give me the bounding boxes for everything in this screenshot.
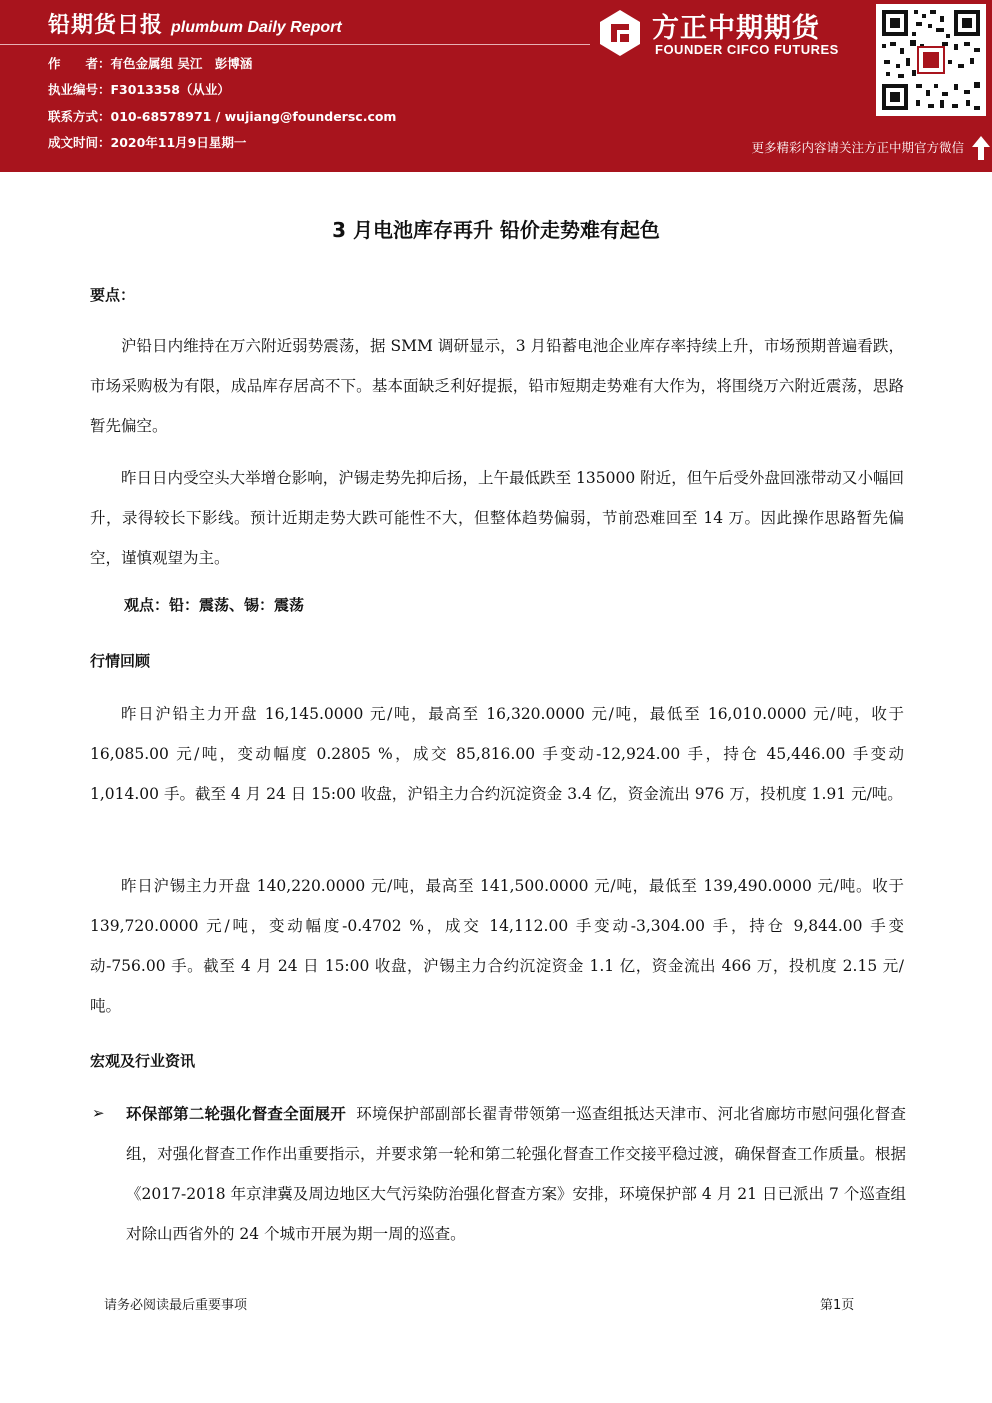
follow-wechat-text: 更多精彩内容请关注方正中期官方微信 <box>751 140 964 155</box>
news-item-body: 环境保护部副部长翟青带领第一巡查组抵达天津市、河北省廊坊市慰问强化督查组，对强化督查工作作出重要指示，并要求第一轮和第二轮强化督查工作交接平稳过渡，确保督查工作质量。根据《2017-2018 年京津冀及周边地区大气污染防治强化督查方案》安排，环境保护部 4 月 21 日已派出 7 个巡查组对除山西省外的 24 个城市开展为期一周的巡查。 <box>126 1105 906 1243</box>
paragraph-lead-market: 昨日沪铅主力开盘 16,145.0000 元/吨，最高至 16,320.0000 元/吨，最低至 16,010.0000 元/吨，收于 16,085.00 元/吨，变动幅度 0.2805 %，成交 85,816.00 手变动-12,924.00 手，持仓 45,446.00 手变动 1,014.00 手。截至 4 月 24 日 15:00 收盘，沪铅主力合约沉淀资金 3.4 亿，资金流出 976 万，投机度 1.91 元/吨。 <box>90 705 904 803</box>
footer-notice: 请务必阅读最后重要事项 <box>104 1298 248 1313</box>
view-summary: 观点：铅：震荡、锡：震荡 <box>124 596 305 614</box>
license-line: 执业编号：F3013358（从业） <box>48 82 230 97</box>
paragraph-tin-market: 昨日沪锡主力开盘 140,220.0000 元/吨，最高至 141,500.0000 元/吨，最低至 139,490.0000 元/吨。收于 139,720.0000 元/吨，变动幅度-0.4702 %，成交 14,112.00 手变动-3,304.00 手，持仓 9,844.00 手变动-756.00 手。截至 4 月 24 日 15:00 收盘，沪锡主力合约沉淀资金 1.1 亿，资金流出 466 万，投机度 2.15 元/吨。 <box>90 877 904 1015</box>
report-title-en: plumbum Daily Report <box>171 19 342 36</box>
report-title <box>48 8 342 39</box>
section-key-points: 要点： <box>90 286 136 304</box>
paragraph-lead-outlook: 沪铅日内维持在万六附近弱势震荡，据 SMM 调研显示，3 月铅蓄电池企业库存率持续上升，市场预期普遍看跌，市场采购极为有限，成品库存居高不下。基本面缺乏利好提振，铅市短期走势难有大作为，将围绕万六附近震荡，思路暂先偏空。 <box>90 337 904 435</box>
news-item <box>126 1094 906 1254</box>
author-line: 作 者：有色金属组 吴江 彭博涵 <box>48 56 253 71</box>
logo-text-en: FOUNDER CIFCO FUTURES <box>655 42 839 57</box>
footer-page-number: 第1页 <box>820 1298 855 1313</box>
section-macro-news: 宏观及行业资讯 <box>90 1052 196 1070</box>
document-title: 3 月电池库存再升 铅价走势难有起色 <box>332 218 660 242</box>
arrow-up-icon <box>972 136 990 160</box>
company-logo <box>598 4 868 64</box>
report-header <box>0 0 992 172</box>
paragraph-tin-outlook: 昨日日内受空头大举增仓影响，沪锡走势先抑后扬，上午最低跌至 135000 附近，但午后受外盘回涨带动又小幅回升，录得较长下影线。预计近期走势大跌可能性不大，但整体趋势偏弱，节前恐难回至 14 万。因此操作思路暂先偏空，谨慎观望为主。 <box>90 469 904 567</box>
header-divider <box>0 44 590 45</box>
logo-mark-icon <box>600 10 640 56</box>
news-item-headline: 环保部第二轮强化督查全面展开 <box>126 1105 346 1123</box>
section-market-review: 行情回顾 <box>90 652 151 670</box>
report-title-cn: 铅期货日报 <box>48 13 164 38</box>
date-line: 成文时间：2020年11月9日星期一 <box>48 135 247 150</box>
wechat-qr-code <box>876 4 986 116</box>
logo-text-cn: 方正中期期货 <box>652 13 820 44</box>
bullet-arrow-icon: ➢ <box>92 1104 105 1122</box>
contact-line: 联系方式：010-68578971 / wujiang@foundersc.com <box>48 109 397 124</box>
